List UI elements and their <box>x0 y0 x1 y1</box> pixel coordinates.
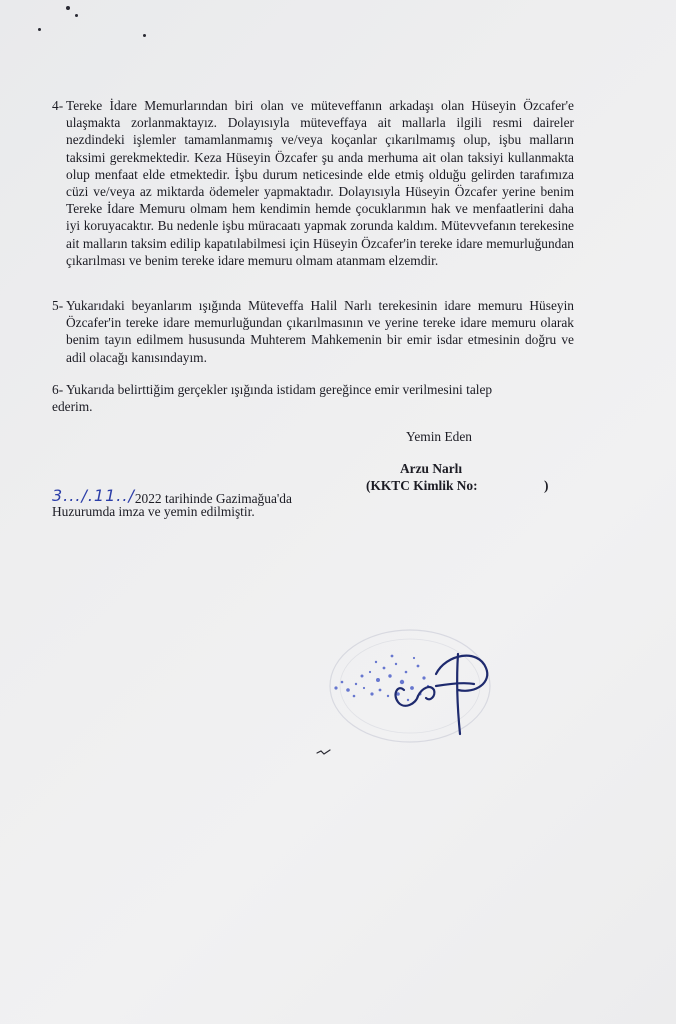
paragraph-text: Tereke İdare Memurlarından biri olan ve müteveffanın arkadaşı olan Hüseyin Özcafer'e ulaşmakta zorlanmaktayız. Dolayısıyla müteveffaya ait mallarla ilgili resmi daireler nezdindeki işlemler tamamlanmamış ve/veya koçanlar çıkarılmamış olup, işbu malların taksimi gerekmektedir. Keza Hüseyin Özcafer şu anda merhuma ait olan taksiyi kullanmakta olup menfaat elde etmektedir. İşbu durum neticesinde elde etmiş olduğu gelirden tarafımıza cüzi ve/veya az miktarda ödemeler yapmaktadır. Dolayısıyla Hüseyin Özcafer yerine benim Tereke İdare Memuru olmam hem kendimin hemde çocuklarımın hak ve menfaatlerini daha iyi koruyacaktır. Bu nedenle işbu müracaatı yapmak zorunda kaldım. Mütevvefanın terekesine ait malların taksim edilip kapatılabilmesi için Hüseyin Özcafer'in tereke idare memurluğundan çıkarılması ve benim tereke idare memuru olmam atanmam elzemdir. <box>66 98 574 268</box>
paragraph-number: 5- <box>52 298 64 313</box>
paragraph-line: ederim. <box>52 399 93 415</box>
oath-statement: Huzurumda imza ve yemin edilmiştir. <box>52 504 255 519</box>
paragraph-number: 4- <box>52 98 64 113</box>
id-close: ) <box>544 478 549 493</box>
pen-mark <box>316 744 332 762</box>
scan-speck <box>75 14 78 17</box>
paragraph-4 <box>52 97 574 269</box>
paragraph-text <box>52 381 574 415</box>
id-label: (KKTC Kimlik No: <box>366 478 478 493</box>
signature-heading: Yemin Eden <box>406 429 472 444</box>
scan-speck <box>143 34 146 37</box>
official-stamp <box>318 624 508 754</box>
handwritten-date: 3.../.11../ <box>52 486 135 505</box>
signatory-name: Arzu Narlı <box>400 461 463 476</box>
paragraph-text: Yukarıdaki beyanlarım ışığında Müteveffa Halil Narlı terekesinin idare memuru Hüseyin Özcafer'in tereke idare memurluğundan çıkarılmasının ve yerine tereke idare memuru olarak benim tayın edilmem hususunda Muhterem Mahkemenin bir emir isdar etmesinin doğru ve adil olacağı kanısındayım. <box>66 298 574 365</box>
pen-stroke-icon <box>316 747 332 757</box>
date-suffix: 2022 tarihinde Gazimağua'da <box>134 491 292 506</box>
paragraph-line: Yukarıda belirttiğim gerçekler ışığında istidam gereğince emir verilmesini talep <box>66 382 493 397</box>
paragraph-6 <box>52 381 574 415</box>
stamp-signature-icon <box>318 624 508 754</box>
paragraph-5 <box>52 297 574 366</box>
scan-speck <box>66 6 70 10</box>
scan-speck <box>38 28 41 31</box>
id-number-field <box>366 478 549 494</box>
paragraph-number: 6- <box>52 382 64 397</box>
